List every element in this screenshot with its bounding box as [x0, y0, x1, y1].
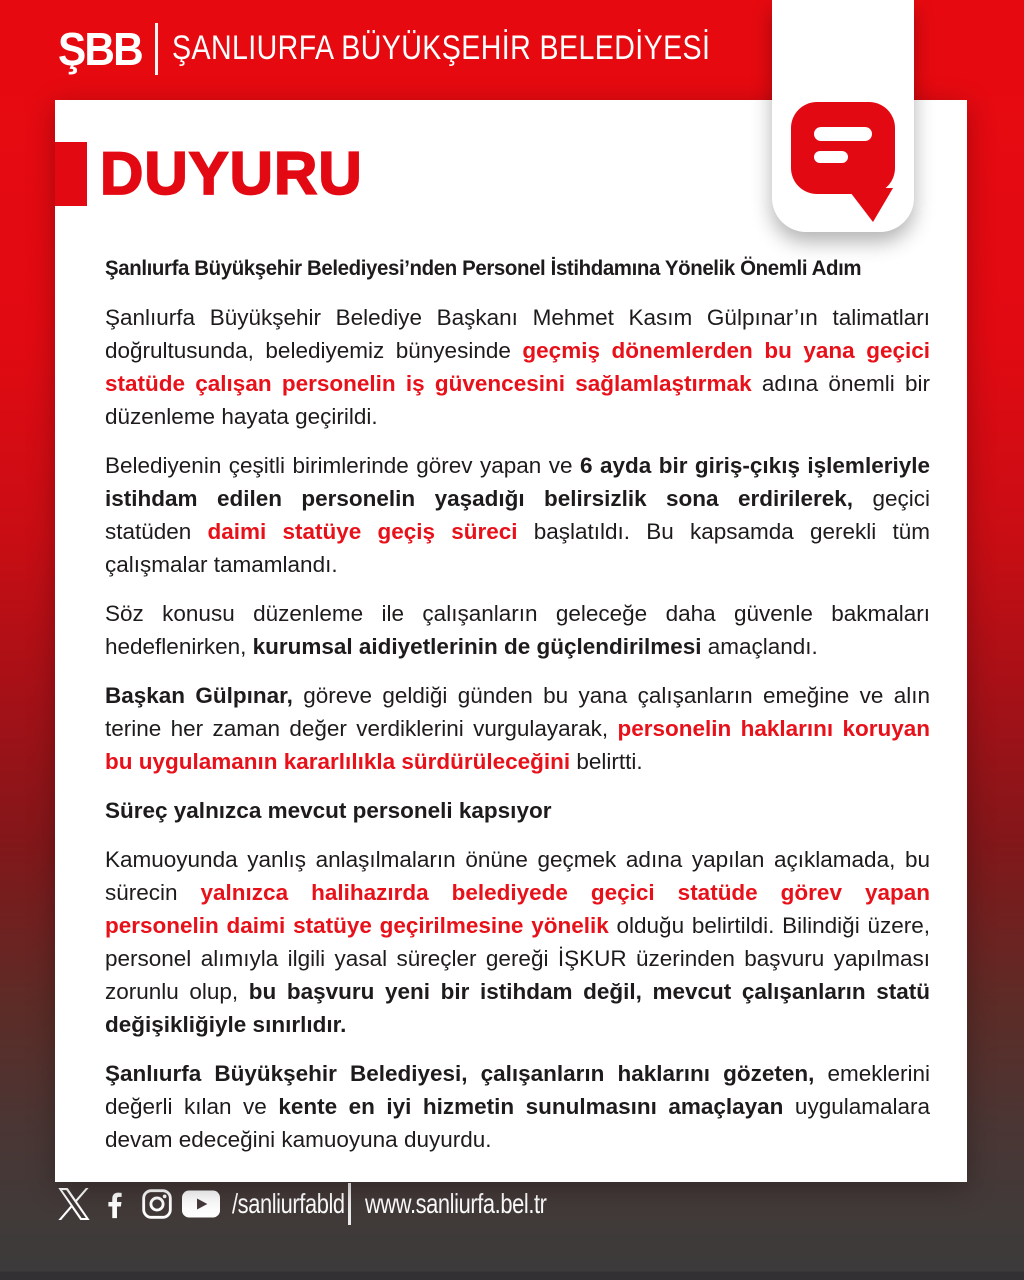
instagram-icon[interactable] [140, 1187, 174, 1221]
sbb-logo [58, 22, 813, 76]
text-run: yalnızca halihazırda belediyede geçici statüde görev yapan personelin daimi statüye geçirilmesine yönelik [105, 880, 930, 938]
paragraph [105, 301, 930, 433]
social-handle: /sanliurfabld [232, 1188, 345, 1219]
text-run: bu başvuru yeni bir istihdam değil, mevcut çalışanların statü değişikliğiyle sınırlıdır. [105, 979, 930, 1037]
paragraph [105, 449, 930, 581]
chat-bubble-icon [791, 102, 897, 224]
text-run: 6 ayda bir giriş-çıkış işlemleriyle istihdam edilen personelin yaşadığı belirsizlik sona erdirilerek, [105, 453, 930, 511]
logo-separator [155, 23, 158, 75]
text-run: olduğu belirtildi. Bilindiği üzere, personel alımıyla ilgili yasal süreçler gereği İŞKUR üzerinden başvuru yapılması zorunlu olup, [105, 913, 930, 1004]
text-run: başlatıldı. Bu kapsamda gerekli tüm çalışmalar tamamlandı. [105, 519, 930, 577]
text-run: emeklerini değerli kılan ve [105, 1061, 930, 1119]
footer-separator [348, 1183, 351, 1225]
text-run: geçici statüden [105, 486, 930, 544]
logo-name: ŞANLIURFA BÜYÜKŞEHİR BELEDİYESİ [172, 29, 711, 67]
text-run: uygulamalara devam edeceğini kamuoyuna duyurdu. [105, 1094, 931, 1152]
text-run: Belediyenin çeşitli birimlerinde görev yapan ve [105, 453, 580, 478]
text-run: daimi statüye geçiş süreci [207, 519, 518, 544]
youtube-icon[interactable] [182, 1190, 220, 1218]
text-run: personelin haklarını koruyan bu uygulamanın kararlılıkla sürdürüleceğini [105, 716, 930, 774]
text-run: adına önemli bir düzenleme hayata geçirildi. [105, 371, 930, 429]
paragraph [105, 1057, 930, 1156]
text-run: Kamuoyunda yanlış anlaşılmaların önüne geçmek adına yapılan açıklamada, bu sürecin [105, 847, 930, 905]
x-twitter-icon[interactable] [58, 1188, 90, 1220]
chat-badge [772, 0, 914, 232]
subheading [105, 794, 930, 827]
text-run: Şanlıurfa Büyükşehir Belediyesi’nden Personel İstihdamına Yönelik Önemli Adım [105, 256, 862, 280]
text-run: kente en iyi hizmetin sunulmasını amaçlayan [278, 1094, 784, 1119]
page-title: DUYURU [100, 140, 363, 207]
website-url[interactable]: www.sanliurfa.bel.tr [365, 1188, 548, 1219]
text-run: Şanlıurfa Büyükşehir Belediye Başkanı Mehmet Kasım Gülpınar’ın talimatları doğrultusunda, belediyemiz bünyesinde [105, 305, 930, 363]
text-run: Başkan Gülpınar, [105, 683, 293, 708]
text-run: Söz konusu düzenleme ile çalışanların geleceğe daha güvenle bakmaları hedeflenirken, [105, 601, 930, 659]
announcement-body [55, 208, 967, 1182]
text-run: geçmiş dönemlerden bu yana geçici statüde çalışan personelin iş güvencesini sağlamlaştırmak [105, 338, 930, 396]
logo-abbr: ŞBB [58, 22, 142, 75]
heading [105, 252, 889, 285]
facebook-icon[interactable] [98, 1187, 132, 1221]
title-accent-bar [55, 142, 87, 206]
text-run: göreve geldiği günden bu yana çalışanların emeğine ve alın terine her zaman değer verdiklerini vurgulayarak, [105, 683, 930, 741]
text-run: amaçlandı. [701, 634, 818, 659]
paragraph [105, 843, 930, 1041]
text-run: Süreç yalnızca mevcut personeli kapsıyor [105, 798, 552, 823]
text-run: Şanlıurfa Büyükşehir Belediyesi, çalışanların haklarını gözeten, [105, 1061, 815, 1086]
paragraph [105, 597, 930, 663]
paragraph [105, 679, 930, 778]
footer [58, 1184, 598, 1224]
text-run: kurumsal aidiyetlerinin de güçlendirilmesi [252, 634, 702, 659]
text-run: belirtti. [570, 749, 643, 774]
announcement-card [55, 100, 967, 1182]
